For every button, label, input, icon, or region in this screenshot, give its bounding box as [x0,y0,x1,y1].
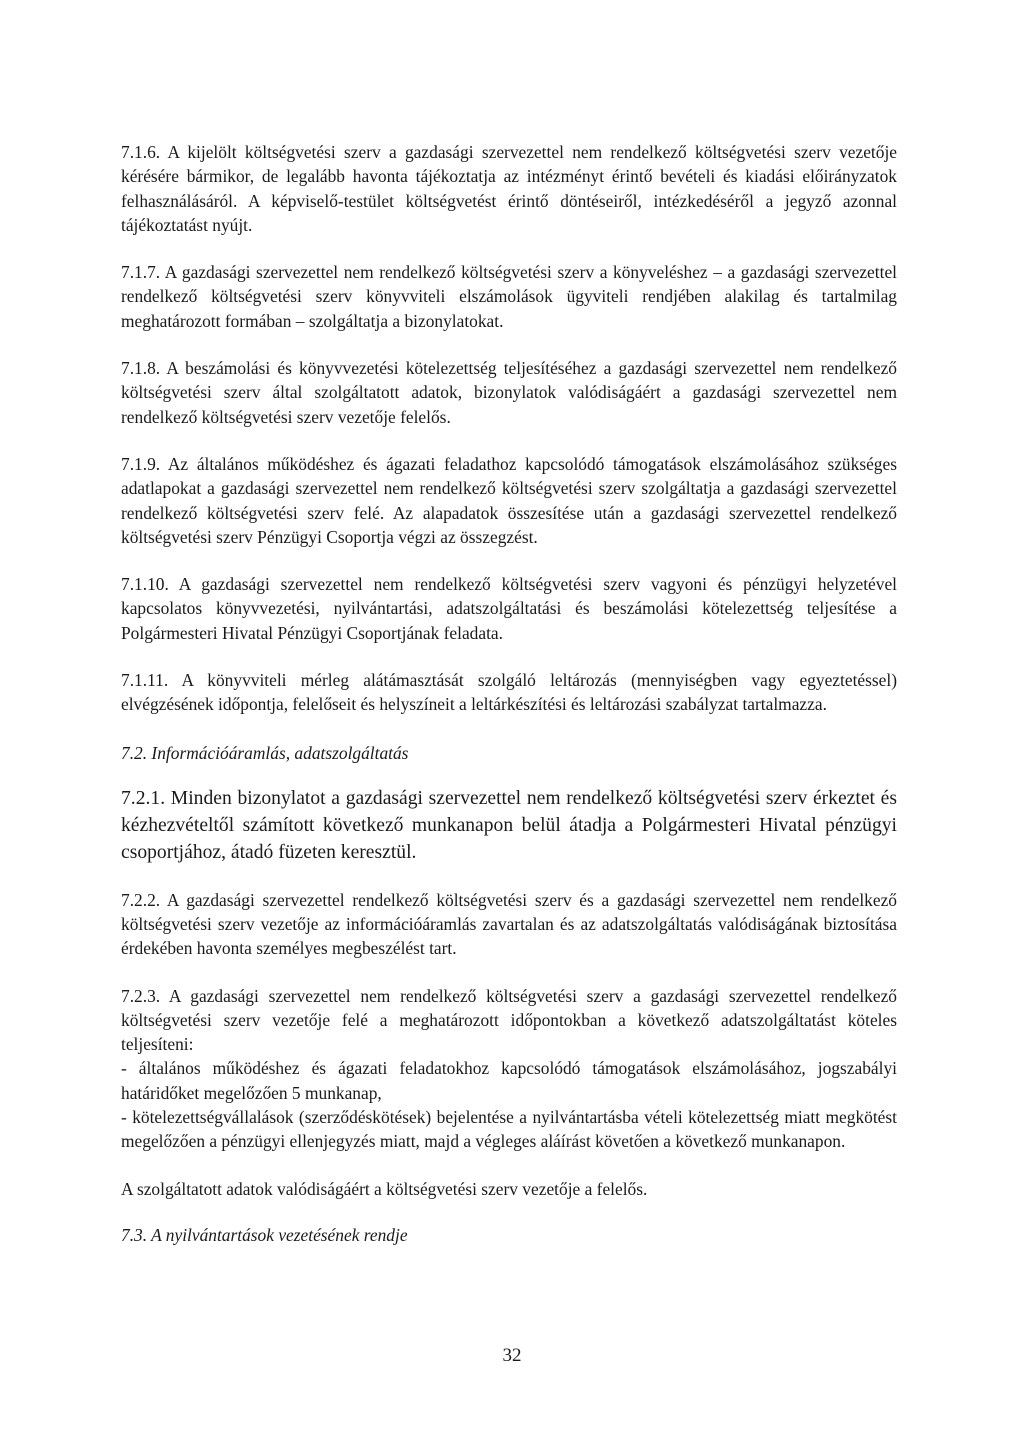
paragraph-7-2-1: 7.2.1. Minden bizonylatot a gazdasági szervezettel nem rendelkező költségvetési szerv érkeztet és kézhezvételtől számított következő munkanapon belül átadja a Polgármesteri Hivatal pénzügyi csoportjához, átadó füzeten keresztül. [121,787,897,863]
paragraph-7-1-6: 7.1.6. A kijelölt költségvetési szerv a gazdasági szervezettel nem rendelkező költségvetési szerv vezetője kérésére bármikor, de legalább havonta tájékoztatja az intézményt érintő bevételi és kiadási előirányzatok felhasználásáról. A képviselő-testület költségvetést érintő döntéseiről, intézkedéséről a jegyző azonnal tájékoztatást nyújt. [121,142,897,235]
section-heading-7-3: 7.3. A nyilvántartások vezetésének rendje [121,1224,408,1245]
page-number: 32 [502,1345,522,1366]
document-page [121,140,897,1247]
paragraph-7-1-9: 7.1.9. Az általános működéshez és ágazati feladathoz kapcsolódó támogatások elszámolásához szükséges adatlapokat a gazdasági szervezettel nem rendelkező költségvetési szerv szolgáltatja a gazdasági szervezettel rendelkező költségvetési szerv felé. Az alapadatok összesítése után a gazdasági szervezettel rendelkező költségvetési szerv Pénzügyi Csoportja végzi az összegzést. [121,453,897,547]
paragraph-7-1-8: 7.1.8. A beszámolási és könyvvezetési kötelezettség teljesítéséhez a gazdasági szervezettel nem rendelkező költségvetési szerv által szolgáltatott adatok, bizonylatok valódiságáért a gazdasági szervezettel nem rendelkező költségvetési szerv vezetője felelős. [121,358,897,427]
paragraph-7-2-3: 7.2.3. A gazdasági szervezettel nem rendelkező költségvetési szerv a gazdasági szervezettel rendelkező költségvetési szerv vezetője felé a meghatározott időpontokban a következő adatszolgáltatást köteles teljesíteni: [121,985,897,1055]
paragraph-7-2-2: 7.2.2. A gazdasági szervezettel rendelkező költségvetési szerv és a gazdasági szervezettel nem rendelkező költségvetési szerv vezetője az információáramlás zavartalan és az adatszolgáltatás valódiságának biztosítása érdekében havonta személyes megbeszélést tart. [121,889,897,959]
paragraph-7-1-11: 7.1.11. A könyvviteli mérleg alátámasztását szolgáló leltározás (mennyiségben vagy egyeztetéssel) elvégzésének időpontja, felelőseit és helyszíneit a leltárkészítési és leltározási szabályzat tartalmazza. [121,670,897,715]
paragraph-7-1-10: 7.1.10. A gazdasági szervezettel nem rendelkező költségvetési szerv vagyoni és pénzügyi helyzetével kapcsolatos könyvvezetési, nyilvántartási, adatszolgáltatási és beszámolási kötelezettség teljesítése a Polgármesteri Hivatal Pénzügyi Csoportjának feladata. [121,574,897,643]
list-item-support-settlement: - általános működéshez és ágazati feladatokhoz kapcsolódó támogatások elszámolásához, jogszabályi határidőket megelőzően 5 munkanap, [121,1058,897,1103]
paragraph-responsibility: A szolgáltatott adatok valódiságáért a költségvetési szerv vezetője a felelős. [121,1178,648,1199]
list-item-commitments: - kötelezettségvállalások (szerződéskötések) bejelentése a nyilvántartásba vételi kötelezettség miatt megkötést megelőzően a pénzügyi ellenjegyzés miatt, majd a végleges aláírást követően a következő munkanapon. [121,1107,897,1152]
section-heading-7-2: 7.2. Információáramlás, adatszolgáltatás [121,742,409,763]
paragraph-7-1-7: 7.1.7. A gazdasági szervezettel nem rendelkező költségvetési szerv a könyveléshez – a gazdasági szervezettel rendelkező költségvetési szerv könyvviteli elszámolások ügyviteli rendjében alakilag és tartalmilag meghatározott formában – szolgáltatja a bizonylatokat. [121,262,897,331]
